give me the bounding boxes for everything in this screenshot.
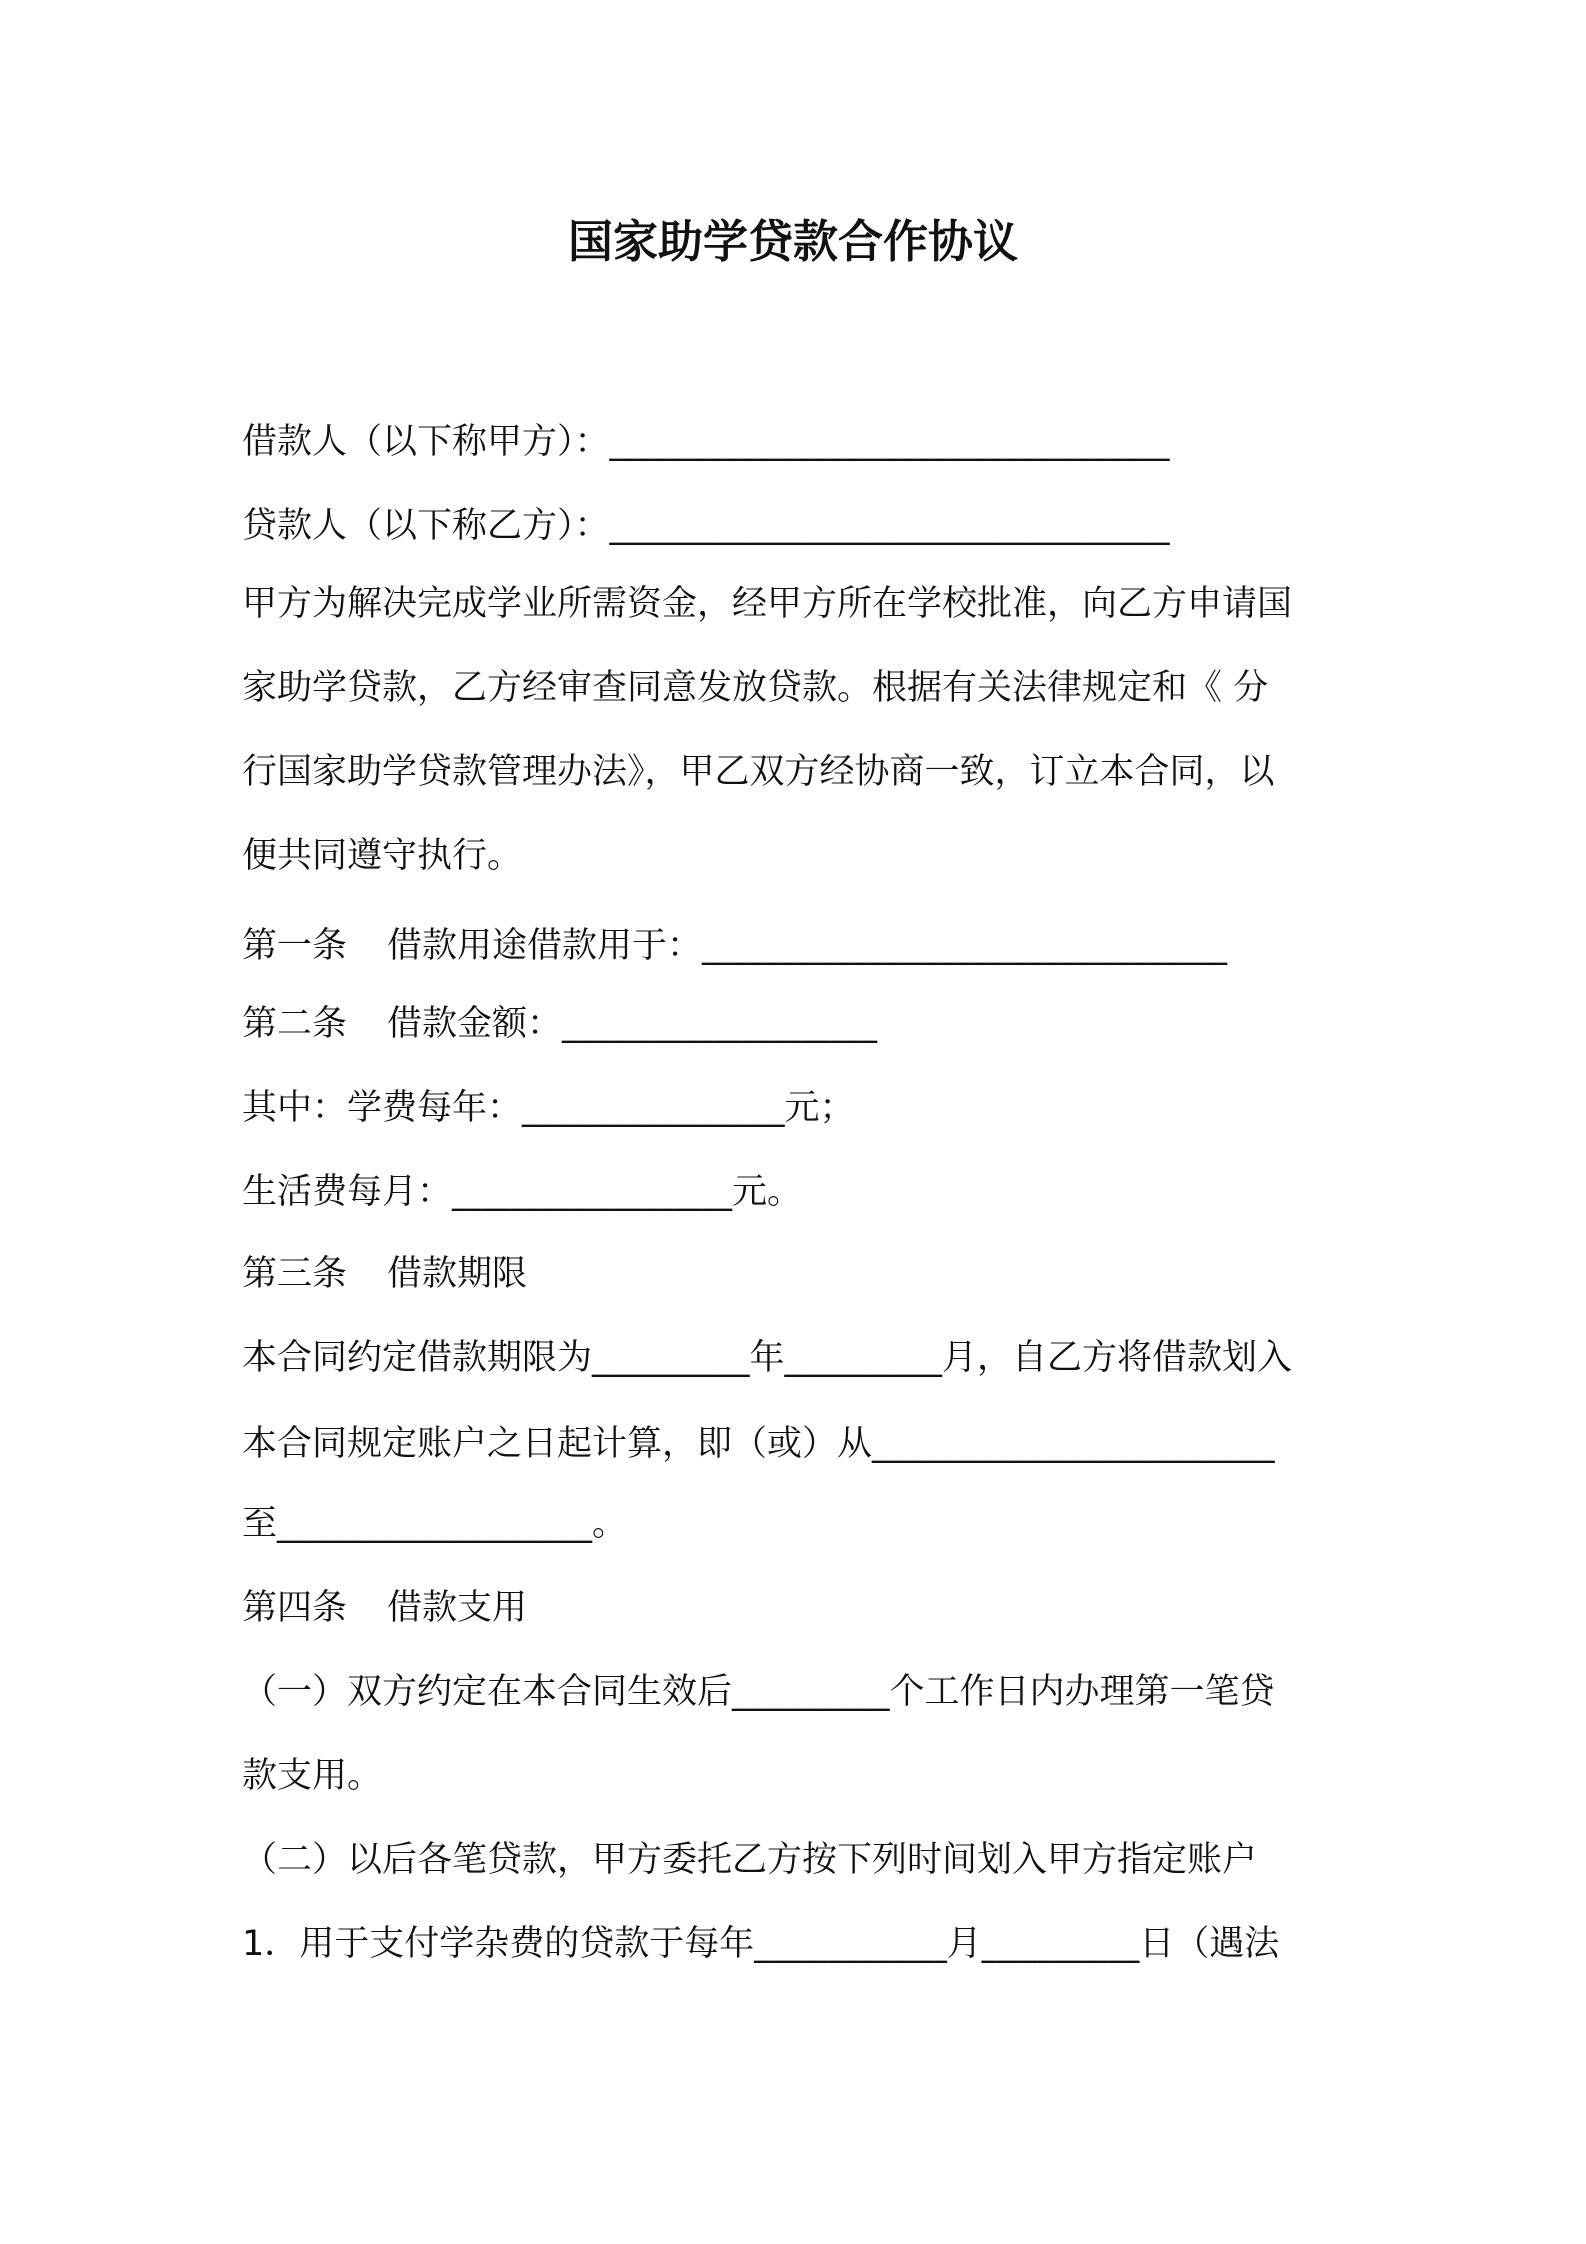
preamble-line-2: 家助学贷款，乙方经审查同意发放贷款。根据有关法律规定和《 分 xyxy=(242,668,1269,708)
article-4-text: 借款支用 xyxy=(387,1588,528,1628)
disbursement-line-1: （一）双方约定在本合同生效后_________个工作日内办理第一笔贷 xyxy=(242,1672,1275,1712)
article-4 xyxy=(242,1584,527,1632)
article-2-heading: 第二条 xyxy=(242,1004,348,1044)
article-1-text: 借款用途借款用于：______________________________ xyxy=(387,926,1228,966)
term-line-1: 本合同约定借款期限为_________年_________月，自乙方将借款划入 xyxy=(242,1338,1293,1378)
article-3-text: 借款期限 xyxy=(387,1254,528,1294)
preamble-line-4: 便共同遵守执行。 xyxy=(242,836,523,876)
preamble-line-3: 行国家助学贷款管理办法》，甲乙双方经协商一致，订立本合同，以 xyxy=(242,752,1275,792)
article-1-heading: 第一条 xyxy=(242,926,348,966)
article-4-heading: 第四条 xyxy=(242,1588,348,1628)
disbursement-line-2: 款支用。 xyxy=(242,1756,383,1796)
document-title: 国家助学贷款合作协议 xyxy=(567,215,1018,268)
term-line-2: 本合同规定账户之日起计算，即（或）从_______________________ xyxy=(242,1424,1275,1464)
disbursement-line-3: （二）以后各笔贷款，甲方委托乙方按下列时间划入甲方指定账户 xyxy=(242,1840,1258,1880)
article-2-text: 借款金额：__________________ xyxy=(387,1004,878,1044)
lender-line: 贷款人（以下称乙方）：________________________________ xyxy=(242,506,1170,546)
article-1 xyxy=(242,922,1227,970)
tuition-line: 其中：学费每年：_______________元； xyxy=(242,1088,855,1128)
article-3-heading: 第三条 xyxy=(242,1254,348,1294)
preamble-line-1: 甲方为解决完成学业所需资金，经甲方所在学校批准，向乙方申请国 xyxy=(242,584,1293,624)
disbursement-line-4: 1．用于支付学杂费的贷款于每年___________月_________日（遇法 xyxy=(242,1924,1280,1964)
article-2 xyxy=(242,1000,877,1048)
living-cost-line: 生活费每月：________________元。 xyxy=(242,1172,803,1212)
term-line-3: 至__________________。 xyxy=(242,1504,628,1544)
borrower-line: 借款人（以下称甲方）：________________________________ xyxy=(242,422,1170,462)
article-3 xyxy=(242,1250,527,1298)
